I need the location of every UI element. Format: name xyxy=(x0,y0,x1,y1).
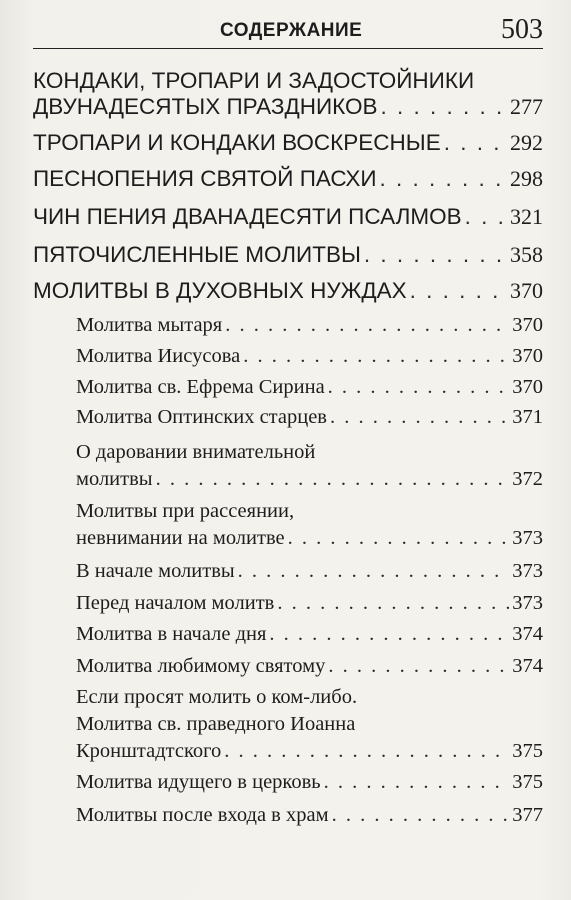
toc-entry-title: Перед началом молитв xyxy=(76,592,275,614)
toc-subentry[interactable] xyxy=(76,623,543,646)
toc-entry-page: 298 xyxy=(510,166,543,191)
leader-dots xyxy=(364,242,507,268)
toc-subentry[interactable] xyxy=(76,314,543,337)
toc-entry-title: В начале молитвы xyxy=(76,560,235,582)
toc-entry-page: 358 xyxy=(510,242,543,267)
toc-entry[interactable] xyxy=(33,242,543,268)
toc-subentry[interactable] xyxy=(76,655,543,678)
toc-entry-page: 371 xyxy=(512,406,543,428)
header-rule xyxy=(33,48,543,49)
page-header xyxy=(0,14,571,50)
leader-dots xyxy=(444,130,507,156)
toc-entry-title: Молитвы после входа в храм xyxy=(76,804,329,826)
leader-dots xyxy=(330,406,509,429)
leader-dots xyxy=(238,560,510,583)
toc-entry-page: 374 xyxy=(512,655,543,677)
toc-entry[interactable] xyxy=(33,204,543,230)
toc-entry-title: молитвы xyxy=(76,468,153,490)
toc-entry-page: 370 xyxy=(510,278,543,303)
leader-dots xyxy=(324,771,510,794)
toc-entry-title: Молитва в начале дня xyxy=(76,623,267,645)
toc-entry-page: 375 xyxy=(512,740,543,762)
toc-subentry[interactable] xyxy=(76,560,543,583)
page-number: 503 xyxy=(501,14,543,45)
toc-subentry[interactable] xyxy=(76,376,543,399)
toc-entry-title: Молитва Иисусова xyxy=(76,345,241,367)
toc-entry-title: ЧИН ПЕНИЯ ДВАНАДЕСЯТИ ПСАЛМОВ xyxy=(33,204,462,229)
leader-dots xyxy=(269,623,509,646)
toc-entry-page: 375 xyxy=(512,771,543,793)
toc-subentry[interactable] xyxy=(76,527,543,550)
toc-entry-title: ТРОПАРИ И КОНДАКИ ВОСКРЕСНЫЕ xyxy=(33,130,441,155)
toc-entry-title: Молитва идущего в церковь xyxy=(76,771,321,793)
toc-entry-title: Молитва Оптинских старцев xyxy=(76,406,327,428)
toc-entry-title: ДВУНАДЕСЯТЫХ ПРАЗДНИКОВ xyxy=(33,94,378,119)
toc-entry-title: Молитва мытаря xyxy=(76,314,223,336)
toc-entry-page: 373 xyxy=(512,527,543,549)
toc-entry[interactable] xyxy=(33,94,543,120)
toc-entry-page: 374 xyxy=(512,623,543,645)
toc-subentry[interactable] xyxy=(76,740,543,763)
toc-entry-title: невнимании на молитве xyxy=(76,527,285,549)
toc-entry-line: О даровании внимательной xyxy=(76,441,316,463)
toc-entry[interactable] xyxy=(33,278,543,304)
toc-entry-line: КОНДАКИ, ТРОПАРИ И ЗАДОСТОЙНИКИ xyxy=(33,68,475,93)
toc-subentry[interactable] xyxy=(76,406,543,429)
leader-dots xyxy=(328,376,510,399)
toc-entry-line: Молитвы при рассеянии, xyxy=(76,500,295,522)
toc-subentry[interactable] xyxy=(76,345,543,368)
toc-entry-page: 292 xyxy=(510,130,543,155)
toc-subentry[interactable] xyxy=(76,468,543,491)
toc-entry-page: 377 xyxy=(512,804,543,826)
toc-subentry[interactable] xyxy=(76,804,543,827)
toc-entry-title: Молитва любимому святому xyxy=(76,655,326,677)
toc-entry-page: 370 xyxy=(512,345,543,367)
toc-entry-page: 370 xyxy=(512,314,543,336)
leader-dots xyxy=(410,278,507,304)
toc-entry-title: ПЕСНОПЕНИЯ СВЯТОЙ ПАСХИ xyxy=(33,166,377,191)
toc-entry-line: Молитва св. праведного Иоанна xyxy=(76,713,356,735)
leader-dots xyxy=(156,468,510,491)
toc-entry[interactable] xyxy=(33,130,543,156)
toc-entry-title: МОЛИТВЫ В ДУХОВНЫХ НУЖДАХ xyxy=(33,278,407,303)
toc-entry-page: 373 xyxy=(512,560,543,582)
toc-entry-title: Кронштадтского xyxy=(76,740,222,762)
leader-dots xyxy=(465,204,507,230)
toc-entry-page: 370 xyxy=(512,376,543,398)
leader-dots xyxy=(225,314,509,337)
toc-subentry[interactable] xyxy=(76,771,543,794)
toc-entry-page: 373 xyxy=(512,592,543,614)
leader-dots xyxy=(277,592,509,615)
toc-subentry[interactable] xyxy=(76,592,543,615)
toc-entry-page: 372 xyxy=(512,468,543,490)
toc-entry[interactable] xyxy=(33,166,543,192)
leader-dots xyxy=(332,804,510,827)
running-title: СОДЕРЖАНИЕ xyxy=(220,20,363,41)
leader-dots xyxy=(243,345,509,368)
toc-entry-title: ПЯТОЧИСЛЕННЫЕ МОЛИТВЫ xyxy=(33,242,361,267)
leader-dots xyxy=(224,740,509,763)
toc-entry-line: Если просят молить о ком-либо. xyxy=(76,686,358,708)
leader-dots xyxy=(380,166,507,192)
toc-entry-page: 277 xyxy=(510,94,543,119)
leader-dots xyxy=(328,655,509,678)
leader-dots xyxy=(381,94,508,120)
toc-entry-title: Молитва св. Ефрема Сирина xyxy=(76,376,325,398)
leader-dots xyxy=(288,527,510,550)
toc-entry-page: 321 xyxy=(510,204,543,229)
